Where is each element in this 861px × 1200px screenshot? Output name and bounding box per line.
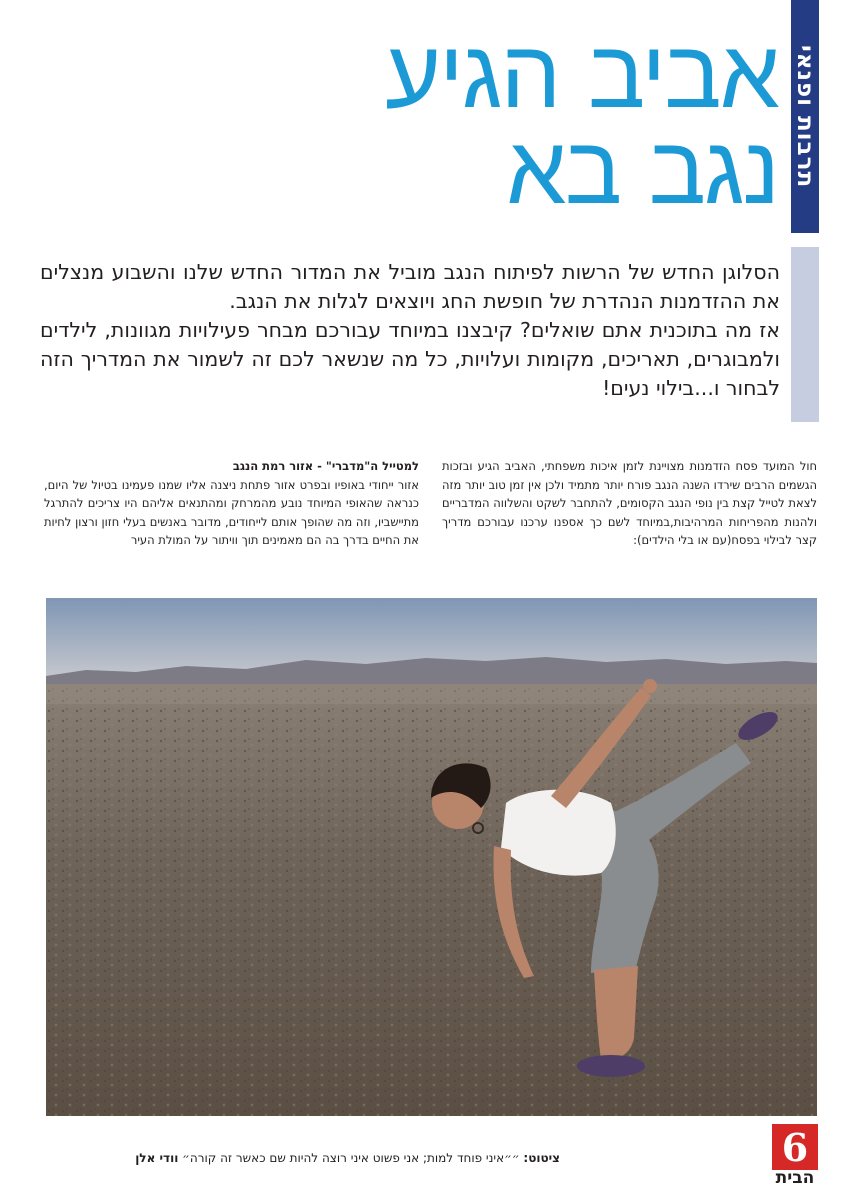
headline-line-2: נגב בא bbox=[506, 114, 778, 226]
desert-photo bbox=[46, 598, 817, 1116]
brand-name: הבית bbox=[775, 1168, 815, 1188]
distant-plain bbox=[46, 684, 817, 704]
lead-text-1: הסלוגן החדש של הרשות לפיתוח הנגב מוביל את המדור החדש שלנו והשבוע מנצלים את ההזדמנות הנהדרת של חופשת החג ויוצאים לגלות את הנגב. bbox=[40, 260, 780, 313]
body-text-right: חול המועד פסח הזדמנות מצויינת לזמן איכות משפחתי, האביב הגיע ובזכות הגשמים הרבים שירדו השנה הנגב פורח יותר מתמיד ולכן אין זמן טוב יותר מזה לצאת לטייל קצת בין נופי הנגב הקסומים, להתחבר לשקט והשלווה המדבריים ולהנות מהפריחות המרהיבות,במיוחד לשם כך אספנו ערכנו עבורכם מדריך קצר לבילוי בפסח(עם או בלי הילדים): bbox=[442, 459, 817, 547]
quote-author: וודי אלן bbox=[135, 1151, 179, 1165]
body-column-right bbox=[442, 457, 817, 550]
photo-illustration bbox=[46, 598, 817, 1116]
column-heading: למטייל ה"מדברי" - אזור רמת הנגב bbox=[232, 459, 419, 473]
quote-text: ״״איני פוחד למות; אני פשוט איני רוצה להיות שם כאשר זה קורה״ bbox=[182, 1151, 520, 1165]
section-tab-label: תרבות ופנאי bbox=[792, 44, 818, 189]
body-text-left: אזור ייחודי באופיו ובפרט אזור פתחת ניצנה אליו שמנו פעמינו בטיול של היום, כנראה שהאופי המיוחד נובע מהמרחק ומהתנאים אליהם היו צריכים להתרגל מתיישביו, וזה מה שהופך אותם לייחודים, מדובר באנשים בעלי חזון ורצון לחיות את החיים בדרך בה הם מאמינים תוך וויתור על המולת העיר bbox=[44, 477, 419, 547]
lead-accent-bar bbox=[791, 247, 819, 422]
headline-line-1: אביב הגיע bbox=[385, 18, 778, 130]
body-column-left bbox=[44, 457, 419, 550]
page-number: 6 bbox=[772, 1124, 818, 1170]
quote-label: ציטוט: bbox=[523, 1151, 560, 1165]
headline bbox=[300, 18, 778, 226]
footer-quote bbox=[40, 1151, 560, 1165]
lead-text-2: אז מה בתוכנית אתם שואלים? קיבצנו במיוחד עבורכם מבחר פעילויות מגוונות, לילדים ולמבוגרים, תאריכים, מקומות ועלויות, כל מה שנשאר לכם זה לשמור את המדריך הזה לבחור ו...בילוי נעים! bbox=[40, 318, 780, 400]
lead-paragraph bbox=[40, 258, 780, 403]
pebble-texture bbox=[46, 684, 817, 1116]
section-tab bbox=[791, 0, 819, 233]
